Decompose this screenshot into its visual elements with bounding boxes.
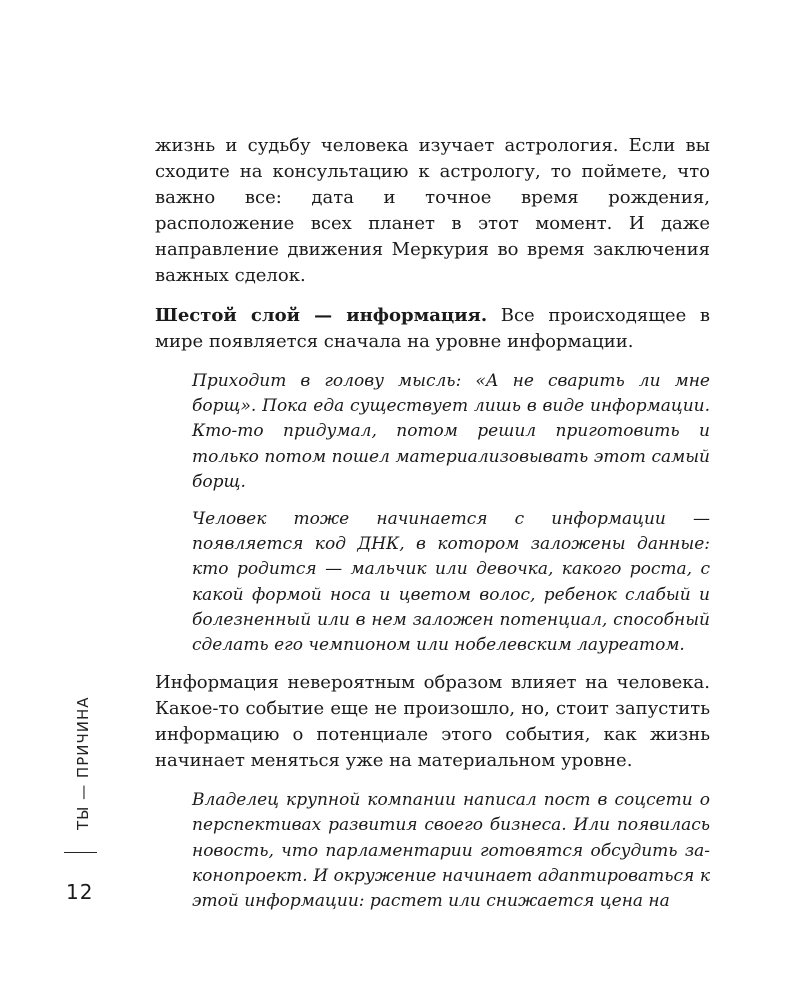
running-head [68,696,108,830]
page-text-column [155,133,710,914]
folio-rule [64,852,97,853]
section-text: Все происходящее в мире появляется сначала на уровне информации. [155,305,710,352]
running-head-text: ТЫ — ПРИЧИНА [74,696,92,830]
quote-company-owner: Владелец крупной компании написал пост в соцсети о перспективах развития своего бизнеса. Или появилась новость, что парламентарии готовятся обсудить законопроект. И окружение начинает адаптироваться к этой информации: растет или снижается цена на [192,790,710,912]
section-heading: Шестой слой — информация. [155,305,488,326]
quote-borscht: Приходит в голову мысль: «А не сварить ли мне борщ». Пока еда существует лишь в виде информации. Кто-то придумал, потом решил приготовить и только потом пошел материализовывать этот самый борщ. [192,371,710,492]
page-number: 12 [66,880,94,904]
section-paragraph [155,303,710,355]
information-paragraph: Информация невероятным образом влияет на человека. Какое-то событие еще не произошло, но, стоит запустить информацию о потенциале этого события, как жизнь начинает меняться уже на материальном уровне. [155,672,710,772]
quote-dna: Человек тоже начинается с информации — появляется код ДНК, в котором заложены данные: кто родится — мальчик или девочка, какого роста, с какой формой носа и цветом волос, ребенок слабый и болезненный или в нем заложен потенциал, способный сделать его чемпионом или нобелевским лауреатом. [192,509,710,656]
continuation-paragraph: жизнь и судьбу человека изучает астрология. Если вы сходите на консультацию к астрологу, то поймете, что важно все: дата и точное время рождения, расположение всех планет в этот момент. И даже направление движения Меркурия во время заключения важных сделок. [155,135,710,286]
